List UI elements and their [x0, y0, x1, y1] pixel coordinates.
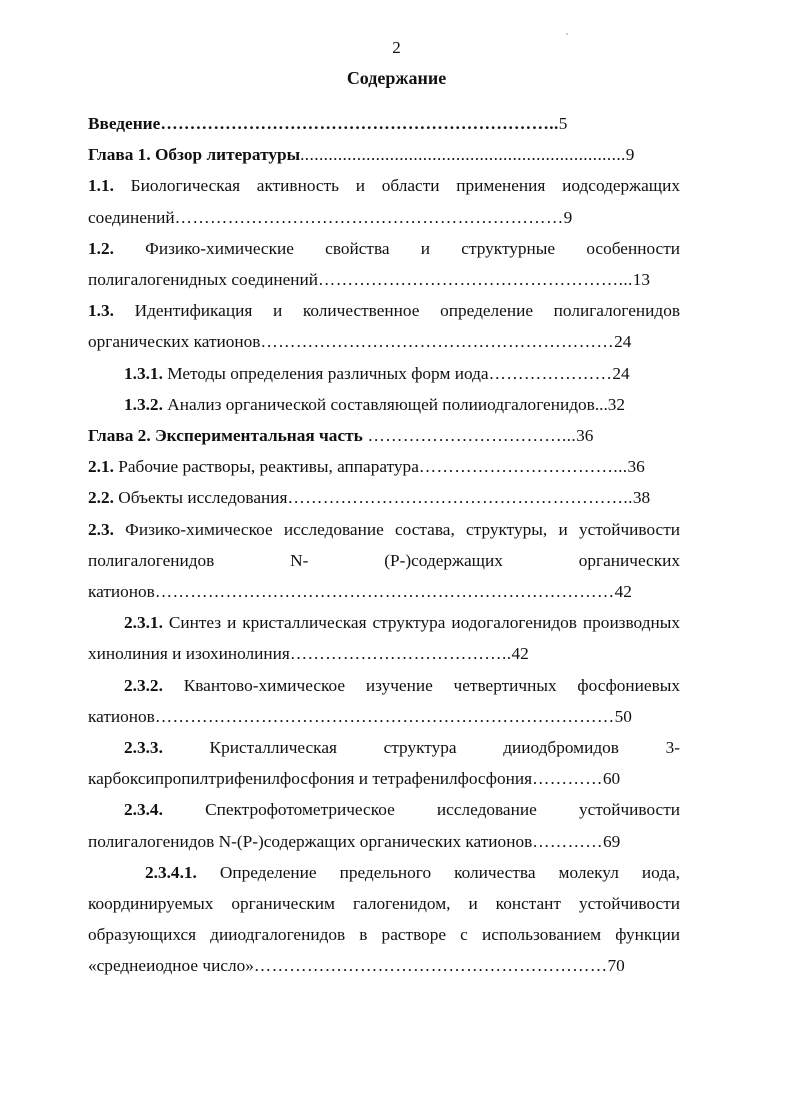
toc-entry-1-1[interactable]	[88, 170, 680, 232]
toc-leader-dots: ……………………………………………………	[260, 332, 615, 352]
toc-entry-text: Введение	[88, 114, 161, 133]
toc-entry-2-2[interactable]	[88, 482, 680, 513]
toc-entry-2-3-4[interactable]	[88, 794, 680, 856]
toc-leader-dots: …………………………………………………………..	[160, 114, 559, 133]
toc-page-number: 70	[607, 956, 625, 976]
toc-entry-text: Объекты исследования	[113, 488, 288, 508]
toc-page-number: 24	[614, 332, 632, 352]
toc-entry-chapter-2[interactable]	[88, 420, 680, 451]
toc-entry-text: Кристаллическая структура дииодбромидов 3-карбоксипропилтрифенилфосфония и тетрафенилфосфония	[88, 738, 680, 789]
toc-entry-number: 2.3.3.	[124, 738, 163, 758]
toc-leader-dots: …………………………………………………………	[174, 207, 564, 227]
toc-entry-number: 2.1.	[88, 457, 114, 477]
toc-entry-2-3-4-1[interactable]	[88, 857, 680, 982]
toc-leader-dots: ……………………………………………...	[318, 270, 633, 290]
toc-page-number: 36	[627, 457, 645, 477]
toc-page-number: 69	[602, 831, 621, 851]
toc-entry-2-3-3[interactable]	[88, 732, 680, 794]
toc-entry-2-1[interactable]	[88, 451, 680, 482]
toc-page-number: 24	[612, 363, 630, 383]
toc-page-number: 13	[632, 270, 651, 290]
toc-leader-dots: ……………………………...	[418, 457, 628, 477]
toc-entry-text: Физико-химическое исследование состава, структуры, и устойчивости полигалогенидов N- (Р-)содержащих органических катионов	[88, 519, 680, 602]
page-title: Содержание	[346, 68, 447, 88]
toc-page-number: 38	[632, 488, 651, 508]
toc-page-number: 36	[576, 426, 594, 446]
toc-entry-text: Спектрофотометрическое исследование устойчивости полигалогенидов N-(Р-)содержащих органических катионов	[88, 800, 680, 851]
toc-leader-dots: …………………………………………………..	[287, 488, 633, 508]
table-of-contents	[88, 108, 680, 982]
toc-page-number: 9	[563, 207, 573, 227]
toc-entry-1-3-1[interactable]	[88, 358, 680, 389]
toc-page-number: 42	[614, 582, 632, 602]
toc-entry-text: Рабочие растворы, реактивы, аппаратура	[113, 457, 419, 477]
toc-leader-dots: …………	[532, 831, 603, 851]
scan-speck	[566, 33, 568, 35]
toc-entry-text: Глава 1. Обзор литературы	[88, 145, 301, 165]
page-number: 2	[392, 38, 401, 57]
toc-page-number: 5	[558, 114, 568, 133]
toc-entry-number: 2.3.1.	[124, 613, 163, 633]
toc-entry-number: 1.3.1.	[124, 363, 163, 383]
toc-entry-text: Методы определения различных форм иода	[162, 363, 489, 383]
toc-entry-number: 1.2.	[88, 238, 114, 258]
toc-page-number: 42	[511, 644, 529, 664]
toc-entry-1-2[interactable]	[88, 233, 680, 295]
toc-entry-text: Определение предельного количества молекул иода, координируемых органическим галогенидом, и констант устойчивости образующихся дииодгалогенидов в растворе с использованием функции «среднеиодное число»	[88, 862, 680, 976]
toc-entry-2-3-1[interactable]	[88, 607, 680, 669]
toc-page-number: 32	[607, 394, 626, 414]
toc-leader-dots: ………………………………..	[289, 644, 512, 664]
toc-entry-text: Физико-химические свойства и структурные особенности полигалогенидных соединений	[88, 238, 680, 290]
toc-leader-dots: ……………………………………………………………………	[154, 706, 615, 726]
toc-entry-text: Анализ органической составляющей полииодгалогенидов...	[162, 394, 608, 414]
toc-entry-text: Глава 2. Экспериментальная часть	[88, 426, 363, 446]
toc-entry-number: 1.3.2.	[124, 394, 163, 414]
toc-leader-dots: ……………………………………………………	[253, 956, 608, 976]
toc-entry-1-3-2[interactable]	[88, 389, 680, 420]
toc-leader-dots: ……………………………...	[362, 426, 577, 446]
toc-entry-chapter-1[interactable]	[88, 139, 680, 170]
toc-entry-number: 2.3.4.1.	[145, 862, 197, 882]
toc-leader-dots: ……………………………………………………………………	[154, 582, 615, 602]
toc-entry-number: 2.2.	[88, 488, 114, 508]
toc-entry-text: Идентификация и количественное определение полигалогенидов органических катионов	[88, 301, 680, 352]
toc-entry-number: 1.1.	[88, 176, 114, 196]
toc-leader-dots: .....................................................................	[300, 145, 626, 165]
toc-page-number: 60	[602, 769, 621, 789]
toc-entry-number: 2.3.2.	[124, 675, 163, 695]
toc-entry-text: Биологическая активность и области применения иодсодержащих соединений	[88, 176, 680, 227]
toc-entry-number: 2.3.4.	[124, 800, 163, 820]
toc-page-number: 50	[614, 706, 632, 726]
toc-entry-number: 1.3.	[88, 301, 114, 321]
toc-entry-2-3[interactable]	[88, 514, 680, 608]
toc-leader-dots: …………	[532, 769, 603, 789]
toc-leader-dots: …………………	[488, 363, 613, 383]
toc-entry-introduction[interactable]	[88, 108, 680, 139]
toc-entry-number: 2.3.	[88, 519, 114, 539]
toc-entry-text: Синтез и кристаллическая структура иодогалогенидов производных хинолиния и изохинолиния	[88, 613, 680, 664]
toc-entry-1-3[interactable]	[88, 295, 680, 357]
toc-entry-2-3-2[interactable]	[88, 670, 680, 732]
toc-entry-text: Квантово-химическое изучение четвертичных фосфониевых катионов	[88, 675, 680, 726]
toc-page-number: 9	[625, 145, 635, 165]
